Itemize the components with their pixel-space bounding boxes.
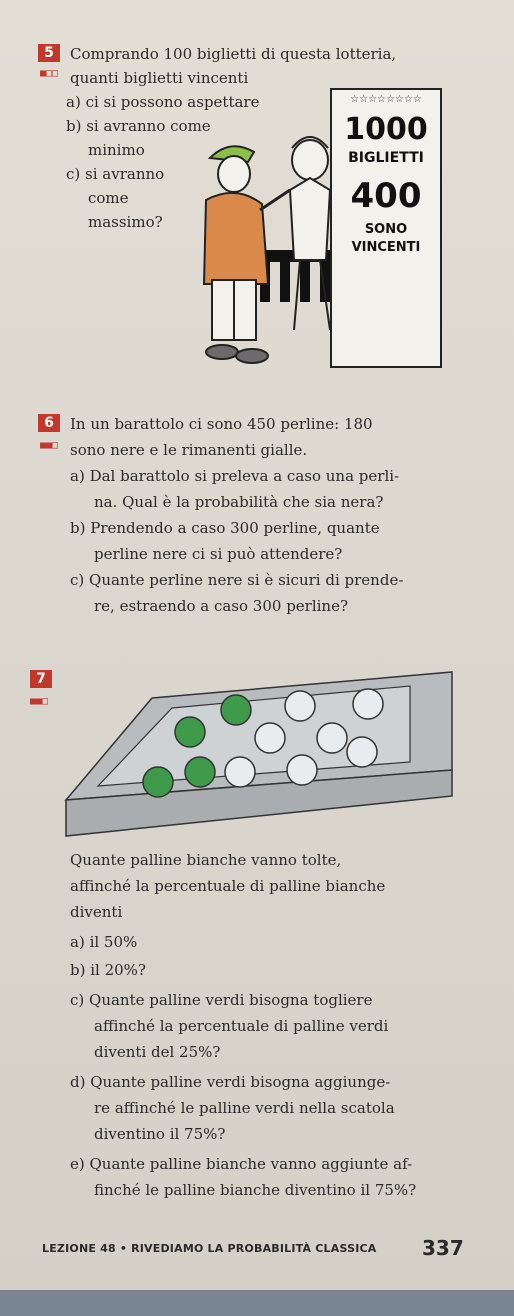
lottery-ticket-sign — [330, 88, 442, 368]
exercise-5-line-4: b) si avranno come — [66, 117, 211, 135]
exercise-5-line-2: quanti biglietti vincenti — [70, 69, 249, 87]
exercise-7-difficulty: ■■□ — [30, 696, 49, 707]
white-ball — [255, 723, 285, 753]
exercise-5-line-1: Comprando 100 biglietti di questa lotteria, — [70, 45, 397, 63]
exercise-7-line-7: affinché la percentuale di palline verdi — [94, 1017, 389, 1035]
exercise-6-line-2: sono nere e le rimanenti gialle. — [70, 441, 308, 459]
green-ball — [175, 717, 205, 747]
exercise-7-line-8: diventi del 25%? — [94, 1043, 221, 1061]
exercise-7-line-9: d) Quante palline verdi bisogna aggiunge- — [70, 1073, 391, 1091]
ticket-winners: 400 — [350, 176, 422, 216]
green-ball — [185, 757, 215, 787]
ticket-stars: ☆☆☆☆☆☆☆☆ — [350, 94, 422, 105]
exercise-6-line-4: na. Qual è la probabilità che sia nera? — [94, 493, 384, 511]
exercise-7-line-1: Quante palline bianche vanno tolte, — [70, 851, 342, 869]
exercise-6-line-1: In un barattolo ci sono 450 perline: 180 — [70, 415, 373, 433]
exercise-6-line-7: c) Quante perline nere si è sicuri di prende- — [70, 571, 404, 589]
exercise-7-line-4: a) il 50% — [70, 933, 138, 951]
white-ball — [347, 737, 377, 767]
exercise-7-line-6: c) Quante palline verdi bisogna togliere — [70, 991, 373, 1009]
ball-tray — [62, 660, 462, 842]
exercise-6-line-3: a) Dal barattolo si preleva a caso una perli- — [70, 467, 400, 485]
bottom-edge — [0, 1290, 514, 1316]
lottery-illustration — [180, 130, 340, 380]
exercise-7-line-12: e) Quante palline bianche vanno aggiunte af- — [70, 1155, 413, 1173]
exercise-6-line-5: b) Prendendo a caso 300 perline, quante — [70, 519, 380, 537]
exercise-7-line-13: finché le palline bianche diventino il 75%? — [94, 1181, 417, 1199]
exercise-5-number: 5 — [38, 44, 60, 62]
exercise-5-line-3: a) ci si possono aspettare — [66, 93, 260, 111]
exercise-7-line-2: affinché la percentuale di palline bianche — [70, 877, 386, 895]
exercise-6-line-6: perline nere ci si può attendere? — [94, 545, 343, 563]
green-ball — [143, 767, 173, 797]
white-ball — [285, 691, 315, 721]
green-ball — [221, 695, 251, 725]
exercise-6-difficulty: ■■□ — [40, 440, 59, 451]
ticket-total: 1000 — [344, 112, 428, 147]
lesson-footer: LEZIONE 48 • RIVEDIAMO LA PROBABILITÀ CLASSICA — [42, 1242, 377, 1255]
exercise-5-line-8: massimo? — [88, 213, 163, 231]
white-ball — [287, 755, 317, 785]
exercise-7-line-10: re affinché le palline verdi nella scatola — [94, 1099, 395, 1117]
exercise-5-difficulty: ■□□ — [40, 68, 59, 79]
exercise-7-line-11: diventino il 75%? — [94, 1125, 226, 1143]
exercise-7-number: 7 — [30, 670, 52, 688]
ticket-label-vincenti: VINCENTI — [351, 240, 421, 255]
white-ball — [225, 757, 255, 787]
exercise-5-line-5: minimo — [88, 141, 145, 159]
white-ball — [353, 689, 383, 719]
page-number: 337 — [422, 1236, 464, 1260]
exercise-6-line-8: re, estraendo a caso 300 perline? — [94, 597, 349, 615]
exercise-6-number: 6 — [38, 414, 60, 432]
exercise-7-line-5: b) il 20%? — [70, 961, 146, 979]
white-ball — [317, 723, 347, 753]
ticket-label-sono: SONO — [364, 222, 408, 237]
ticket-label-biglietti: BIGLIETTI — [348, 150, 424, 166]
exercise-5-line-6: c) si avranno — [66, 165, 165, 183]
exercise-5-line-7: come — [88, 189, 129, 207]
exercise-7-line-3: diventi — [70, 903, 123, 921]
